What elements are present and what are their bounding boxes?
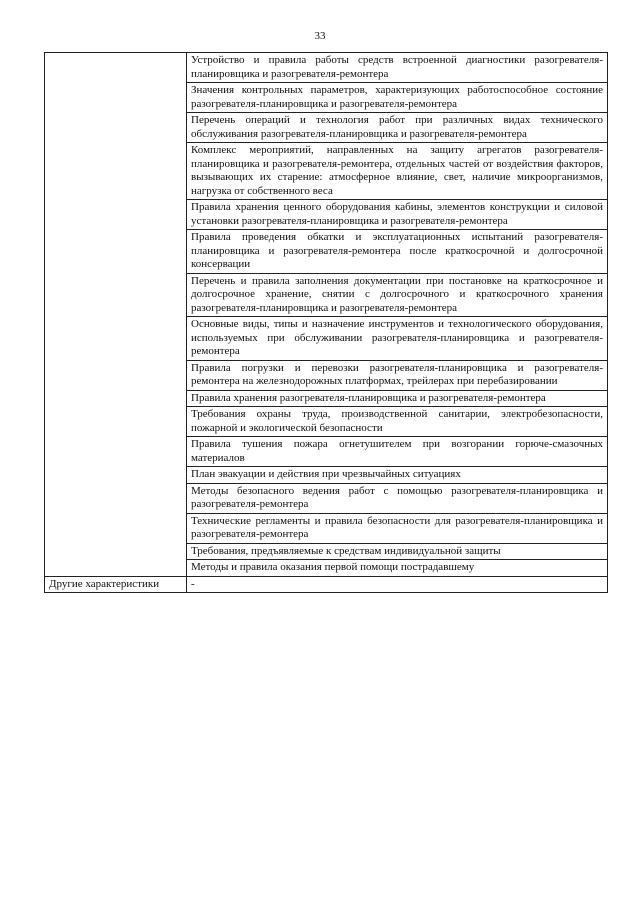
knowledge-item: Правила хранения ценного оборудования кабины, элементов конструкции и силовой установки разогревателя-планировщика и разогревателя-ремонтера	[187, 200, 608, 230]
knowledge-item: Технические регламенты и правила безопасности для разогревателя-планировщика и разогревателя-ремонтера	[187, 513, 608, 543]
knowledge-item: Методы и правила оказания первой помощи пострадавшему	[187, 560, 608, 577]
knowledge-item: Устройство и правила работы средств встроенной диагностики разогревателя-планировщика и разогревателя-ремонтера	[187, 53, 608, 83]
knowledge-item: Методы безопасного ведения работ с помощью разогревателя-планировщика и разогревателя-ремонтера	[187, 483, 608, 513]
other-characteristics-row	[45, 576, 608, 593]
other-characteristics-label: Другие характеристики	[45, 576, 187, 593]
knowledge-item: Правила проведения обкатки и эксплуатационных испытаний разогревателя-планировщика и разогревателя-ремонтера после краткосрочной и долгосрочной консервации	[187, 230, 608, 274]
knowledge-item: Комплекс мероприятий, направленных на защиту агрегатов разогревателя-планировщика и разогревателя-ремонтера, отдельных частей от воздействия факторов, вызывающих их старение: атмосферное влияние, свет, наличие микроорганизмов, нагрузка от собственного веса	[187, 143, 608, 200]
knowledge-item: Перечень и правила заполнения документации при постановке на краткосрочное и долгосрочное хранение, снятии с долгосрочного и краткосрочного хранения разогревателя-планировщика и разогревателя-ремонтера	[187, 273, 608, 317]
knowledge-item: Основные виды, типы и назначение инструментов и технологического оборудования, используемых при обслуживании разогревателя-планировщика и разогревателя-ремонтера	[187, 317, 608, 361]
required-knowledge-label-cell	[45, 53, 187, 577]
knowledge-table	[44, 52, 608, 593]
knowledge-item: Правила хранения разогревателя-планировщика и разогревателя-ремонтера	[187, 390, 608, 407]
knowledge-item: Перечень операций и технология работ при различных видах технического обслуживания разогревателя-планировщика и разогревателя-ремонтера	[187, 113, 608, 143]
table-row	[45, 53, 608, 83]
knowledge-item: Требования охраны труда, производственной санитарии, электробезопасности, пожарной и экологической безопасности	[187, 407, 608, 437]
page-number: 33	[314, 30, 326, 42]
knowledge-item: Правила погрузки и перевозки разогревателя-планировщика и разогревателя-ремонтера на железнодорожных платформах, трейлерах при перебазировании	[187, 360, 608, 390]
knowledge-item: Значения контрольных параметров, характеризующих работоспособное состояние разогревателя-планировщика и разогревателя-ремонтера	[187, 83, 608, 113]
other-characteristics-value: -	[187, 576, 608, 593]
table-body	[45, 53, 608, 593]
knowledge-item: План эвакуации и действия при чрезвычайных ситуациях	[187, 467, 608, 484]
knowledge-item: Правила тушения пожара огнетушителем при возгорании горюче-смазочных материалов	[187, 437, 608, 467]
knowledge-item: Требования, предъявляемые к средствам индивидуальной защиты	[187, 543, 608, 560]
